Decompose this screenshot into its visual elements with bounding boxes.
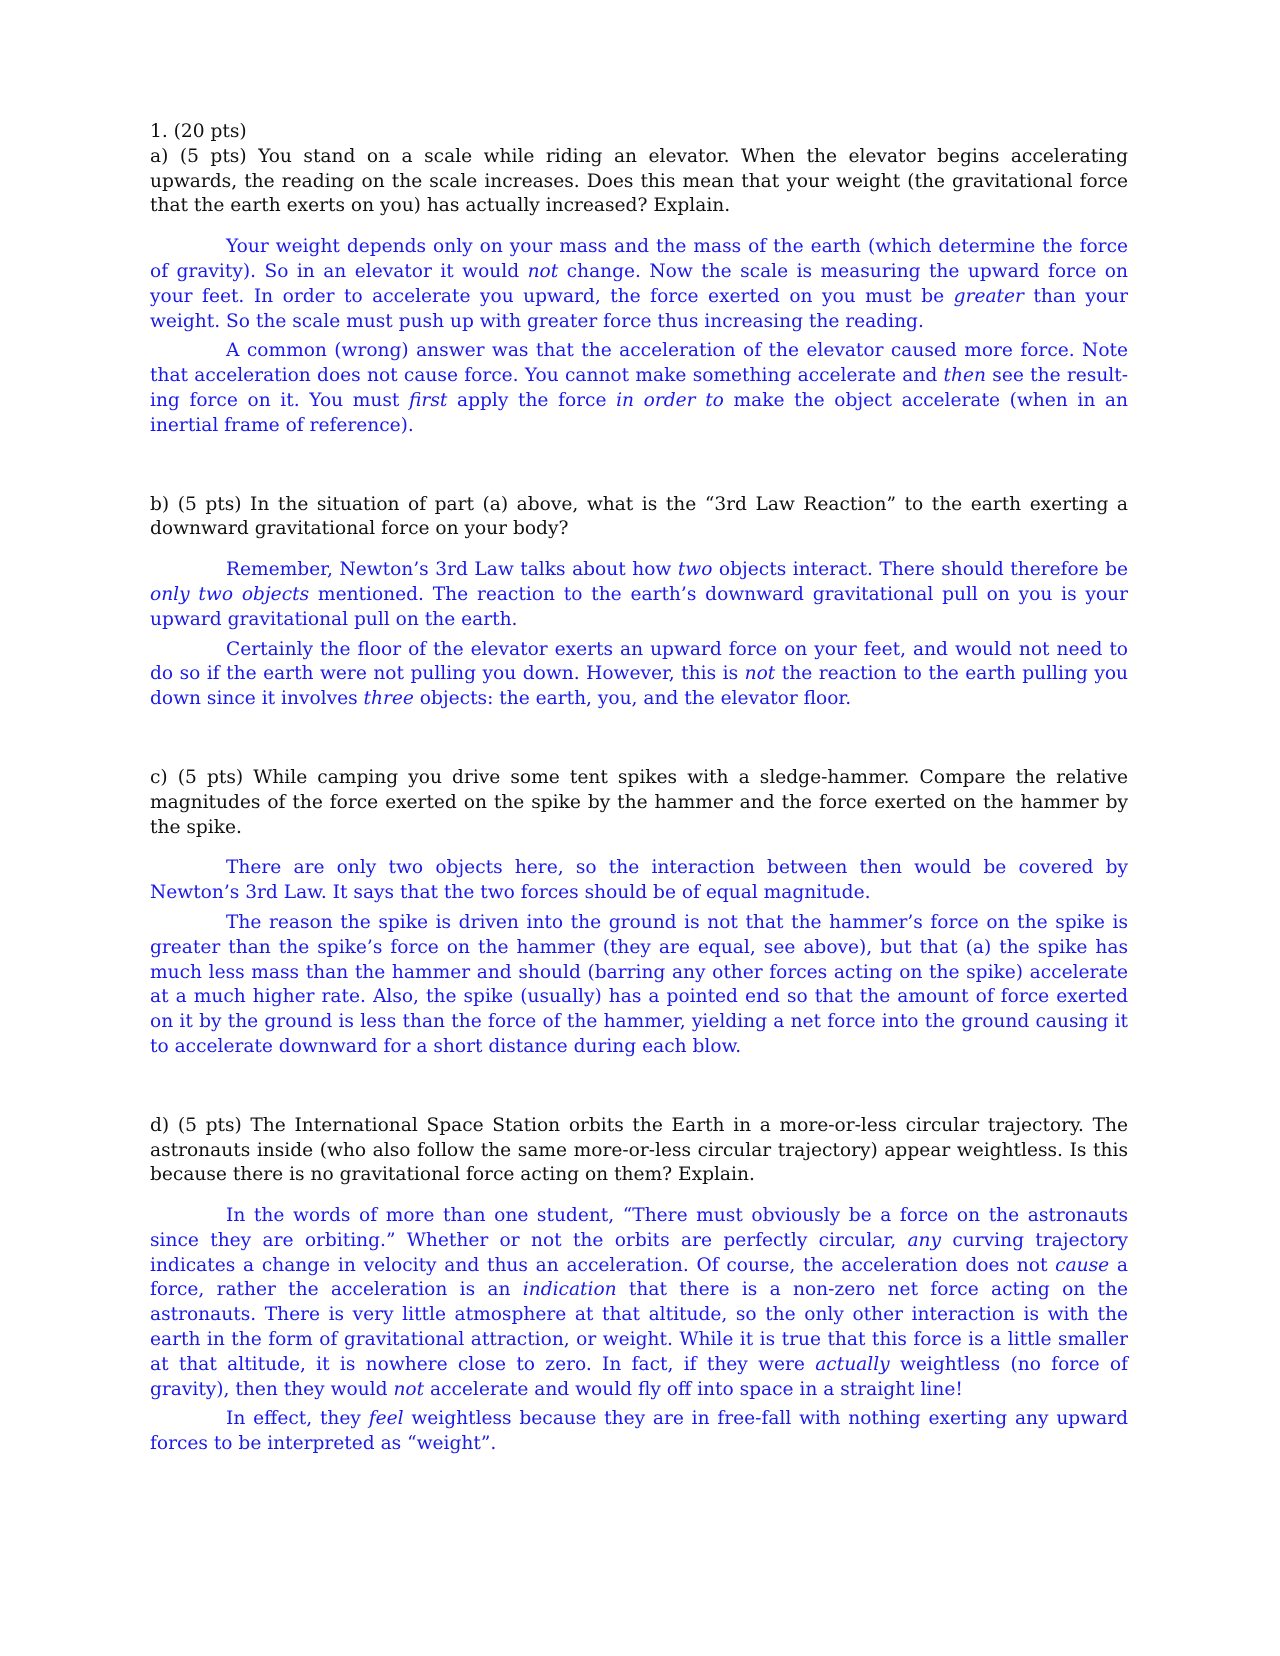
answer-paragraph: A common (wrong) answer was that the acceleration of the elevator caused more force. Note that acceleration does not cause force. You cannot make something accelerate and then see the resulting force on it. You must first apply the force in order to make the object accelerate (when in an inertial frame of reference). xyxy=(150,340,1129,436)
emphasis-text: then xyxy=(943,365,986,387)
answer-paragraph: Remember, Newton’s 3rd Law talks about how two objects interact. There should therefore be only two objects mentioned. The reaction to the earth’s downward gravitational pull on you is your upward gravitational pull on the earth. xyxy=(150,559,1128,630)
answer-paragraph: The reason the spike is driven into the ground is not that the hammer’s force on the spike is greater than the spike’s force on the hammer (they are equal, see above), but that (a) the spike has much less mass than the hammer and should (barring any other forces acting on the spike) accelerate at a much higher rate. Also, the spike (usually) has a pointed end so that the amount of force exerted on it by the ground is less than the force of the hammer, yielding a net force into the ground causing it to accelerate downward for a short distance during each blow. xyxy=(150,911,1128,1057)
part-c-answer xyxy=(150,856,1128,1059)
emphasis-text: greater xyxy=(953,285,1024,307)
emphasis-text: two xyxy=(677,559,713,581)
answer-paragraph: In the words of more than one student, “There must obviously be a force on the astronauts since they are orbiting.” Whether or not the orbits are perfectly circular, any curving trajectory indicates a change in velocity and thus an acceleration. Of course, the acceleration does not cause a force, rather the acceleration is an indication that there is a non-zero net force acting on the astronauts. There is very little atmosphere at that altitude, so the only other interaction is with the earth in the form of gravitational attraction, or weight. While it is true that this force is a little smaller at that altitude, it is nowhere close to zero. In fact, if they were actually weightless (no force of gravity), then they would not accelerate and would fly off into space in a straight line! xyxy=(150,1205,1129,1400)
emphasis-text: any xyxy=(907,1229,942,1251)
answer-paragraph: Certainly the floor of the elevator exerts an upward force on your feet, and would not need to do so if the earth were not pulling you down. However, this is not the reaction to the earth pulling you down since it involves three objects: the earth, you, and the elevator floor. xyxy=(150,638,1128,710)
part-d xyxy=(150,1114,1128,1457)
emphasis-text: cause xyxy=(1055,1254,1110,1276)
part-a xyxy=(150,145,1128,439)
emphasis-text: first xyxy=(409,389,448,411)
part-c xyxy=(150,766,1128,1060)
part-b-question: b) (5 pts) In the situation of part (a) above, what is the “3rd Law Reaction” to the earth exerting a downward gravitational force on your body? xyxy=(150,493,1128,540)
homework-page xyxy=(150,120,1128,1457)
part-c-question: c) (5 pts) While camping you drive some tent spikes with a sledge-hammer. Compare the relative magnitudes of the force exerted on the spike by the hammer and the force exerted on the hammer by the spike. xyxy=(150,766,1128,838)
part-a-answer xyxy=(150,235,1128,438)
emphasis-text: not xyxy=(744,663,776,685)
emphasis-text: in order to xyxy=(616,389,724,411)
emphasis-text: actually xyxy=(815,1353,890,1375)
part-d-answer xyxy=(150,1204,1128,1457)
emphasis-text: indication xyxy=(522,1279,617,1301)
answer-paragraph: Your weight depends only on your mass and the mass of the earth (which determine the force of gravity). So in an elevator it would not change. Now the scale is measuring the upward force on your feet. In order to accelerate you upward, the force exerted on you must be greater than your weight. So the scale must push up with greater force thus increasing the reading. xyxy=(150,236,1128,332)
part-a-question: a) (5 pts) You stand on a scale while riding an elevator. When the elevator begins accelerating upwards, the reading on the scale increases. Does this mean that your weight (the gravitational force that the earth exerts on you) has actually increased? Explain. xyxy=(150,145,1128,217)
problem-header: 1. (20 pts) xyxy=(150,121,247,142)
answer-paragraph: In effect, they feel weightless because they are in free-fall with nothing exerting any upward forces to be interpreted as “weight”. xyxy=(150,1408,1128,1455)
answer-paragraph: There are only two objects here, so the interaction between then would be covered by Newton’s 3rd Law. It says that the two forces should be of equal magnitude. xyxy=(150,857,1128,904)
part-d-question: d) (5 pts) The International Space Station orbits the Earth in a more-or-less circular trajectory. The astronauts inside (who also follow the same more-or-less circular trajectory) appear weightless. Is this because there is no gravitational force acting on them? Explain. xyxy=(150,1114,1128,1186)
emphasis-text: three xyxy=(363,688,414,710)
emphasis-text: feel xyxy=(368,1408,404,1430)
part-b xyxy=(150,493,1128,712)
emphasis-text: only two objects xyxy=(150,583,310,605)
emphasis-text: not xyxy=(393,1378,425,1400)
part-b-answer xyxy=(150,558,1128,712)
emphasis-text: not xyxy=(527,260,559,282)
